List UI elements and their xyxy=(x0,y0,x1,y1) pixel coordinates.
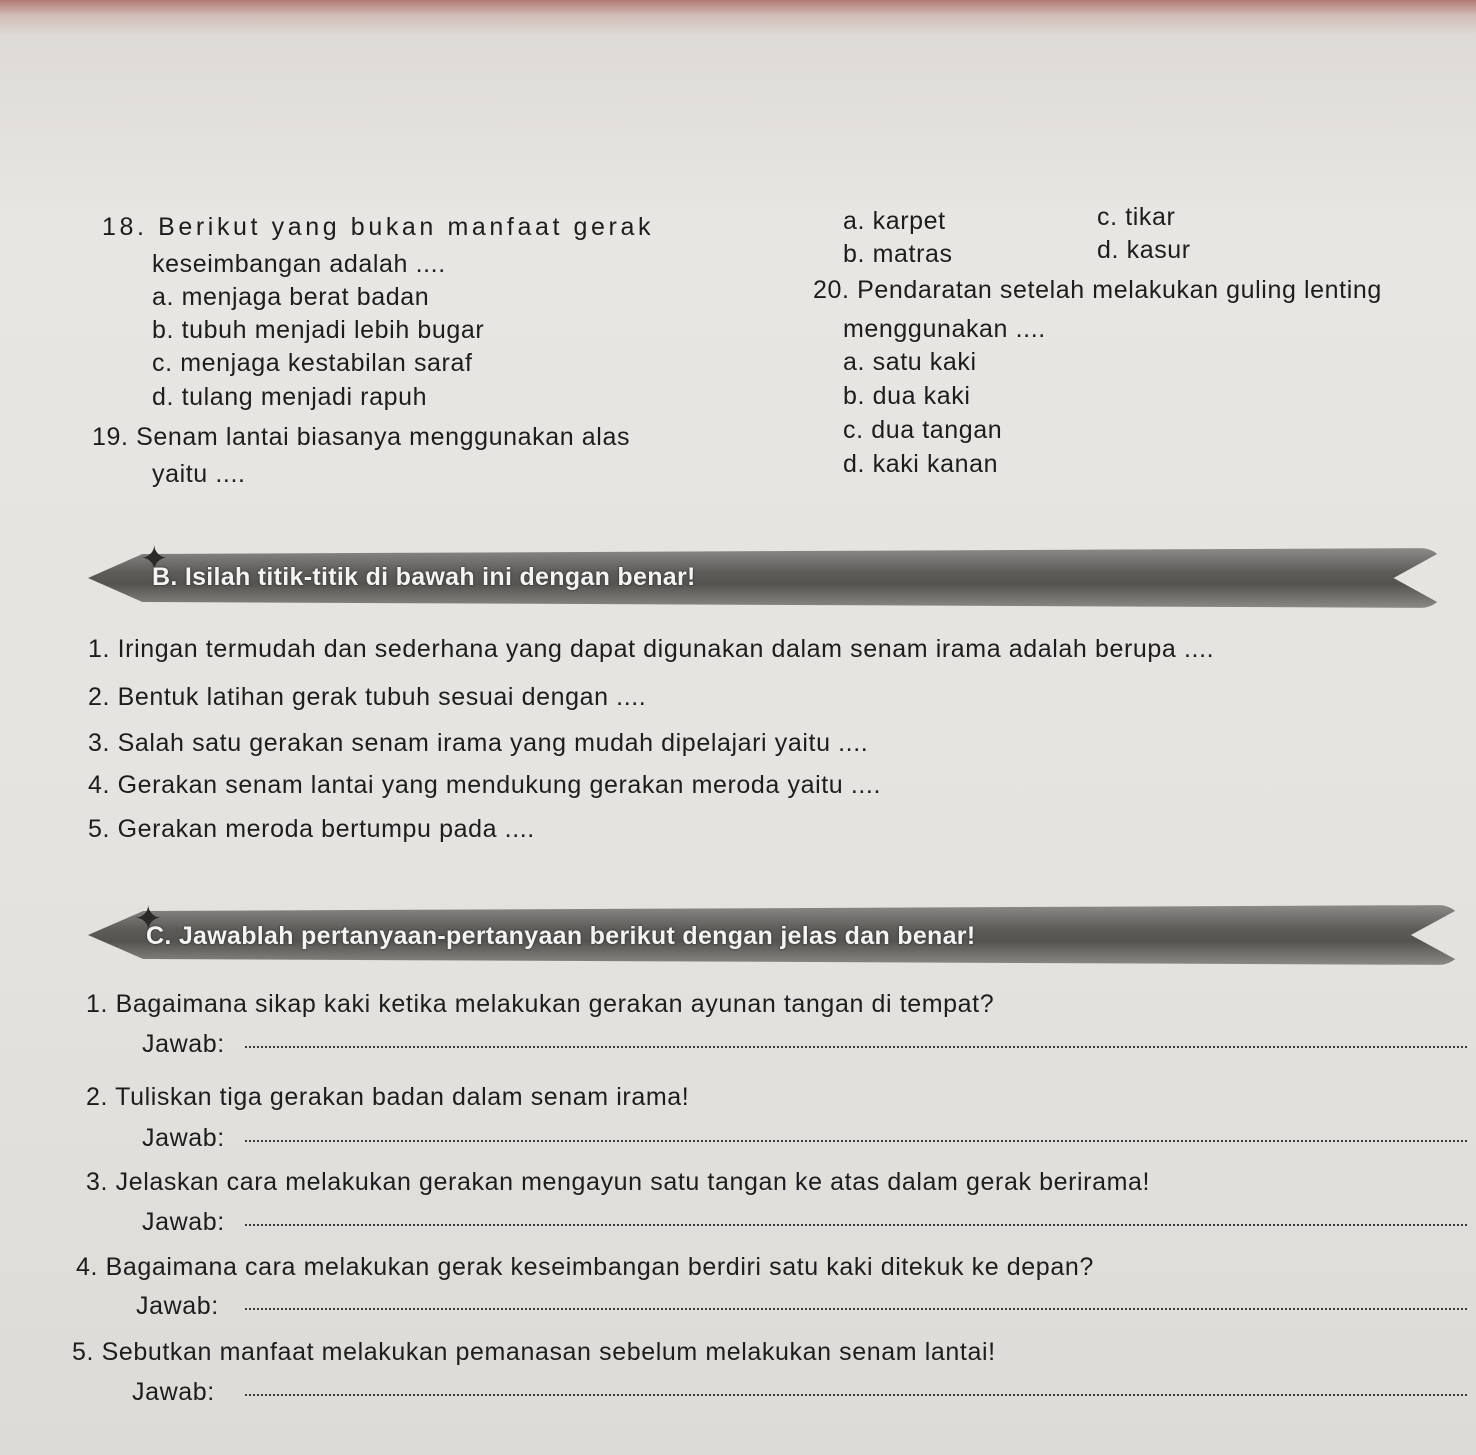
section-b-item-2: 2. Bentuk latihan gerak tubuh sesuai dengan .... xyxy=(88,683,647,711)
page-edge xyxy=(0,0,1476,34)
q19-option-d: d. kasur xyxy=(1097,236,1191,264)
section-b-item-5: 5. Gerakan meroda bertumpu pada .... xyxy=(88,815,535,843)
answer-label-5: Jawab: xyxy=(132,1378,215,1406)
section-b-item-1: 1. Iringan termudah dan sederhana yang dapat digunakan dalam senam irama adalah berupa .... xyxy=(88,635,1215,663)
section-b-title: B. Isilah titik-titik di bawah ini dengan benar! xyxy=(152,563,696,591)
section-b-item-4: 4. Gerakan senam lantai yang mendukung gerakan meroda yaitu .... xyxy=(88,771,882,799)
q20-option-a: a. satu kaki xyxy=(843,348,977,376)
q20-stem-line2: menggunakan .... xyxy=(843,315,1046,343)
answer-line-5[interactable] xyxy=(245,1394,1467,1396)
section-c-question-3: 3. Jelaskan cara melakukan gerakan mengayun satu tangan ke atas dalam gerak berirama! xyxy=(86,1168,1151,1196)
answer-line-1[interactable] xyxy=(245,1046,1467,1048)
q19-option-c: c. tikar xyxy=(1097,203,1176,231)
answer-label-1: Jawab: xyxy=(142,1030,225,1058)
q20-option-b: b. dua kaki xyxy=(843,382,971,410)
q18-stem-line2: keseimbangan adalah .... xyxy=(152,250,446,278)
answer-label-4: Jawab: xyxy=(136,1292,219,1320)
q19-stem-line1: 19. Senam lantai biasanya menggunakan alas xyxy=(92,423,631,451)
section-b-item-3: 3. Salah satu gerakan senam irama yang mudah dipelajari yaitu .... xyxy=(88,729,869,757)
answer-label-3: Jawab: xyxy=(142,1208,225,1236)
answer-line-3[interactable] xyxy=(245,1224,1467,1226)
q20-option-d: d. kaki kanan xyxy=(843,450,999,478)
section-c-question-4: 4. Bagaimana cara melakukan gerak keseimbangan berdiri satu kaki ditekuk ke depan? xyxy=(76,1253,1094,1281)
star-icon: ✦ xyxy=(140,540,169,578)
q18-option-d: d. tulang menjadi rapuh xyxy=(152,383,428,411)
q19-stem-line2: yaitu .... xyxy=(152,460,246,488)
q18-option-b: b. tubuh menjadi lebih bugar xyxy=(152,316,485,344)
section-c-question-5: 5. Sebutkan manfaat melakukan pemanasan sebelum melakukan senam lantai! xyxy=(72,1338,996,1366)
answer-line-4[interactable] xyxy=(245,1308,1467,1310)
q19-option-b: b. matras xyxy=(843,240,953,268)
answer-line-2[interactable] xyxy=(245,1140,1467,1142)
q18-stem-line1: 18. Berikut yang bukan manfaat gerak xyxy=(102,213,655,241)
section-c-title: C. Jawablah pertanyaan-pertanyaan berikut dengan jelas dan benar! xyxy=(146,922,976,950)
star-icon: ✦ xyxy=(134,900,163,938)
q18-option-c: c. menjaga kestabilan saraf xyxy=(152,349,473,377)
q19-option-a: a. karpet xyxy=(843,207,946,235)
q20-stem-line1: 20. Pendaratan setelah melakukan guling lenting xyxy=(813,276,1382,304)
q18-option-a: a. menjaga berat badan xyxy=(152,283,430,311)
section-c-question-1: 1. Bagaimana sikap kaki ketika melakukan gerakan ayunan tangan di tempat? xyxy=(86,990,995,1018)
section-c-question-2: 2. Tuliskan tiga gerakan badan dalam senam irama! xyxy=(86,1083,690,1111)
q20-option-c: c. dua tangan xyxy=(843,416,1003,444)
answer-label-2: Jawab: xyxy=(142,1124,225,1152)
